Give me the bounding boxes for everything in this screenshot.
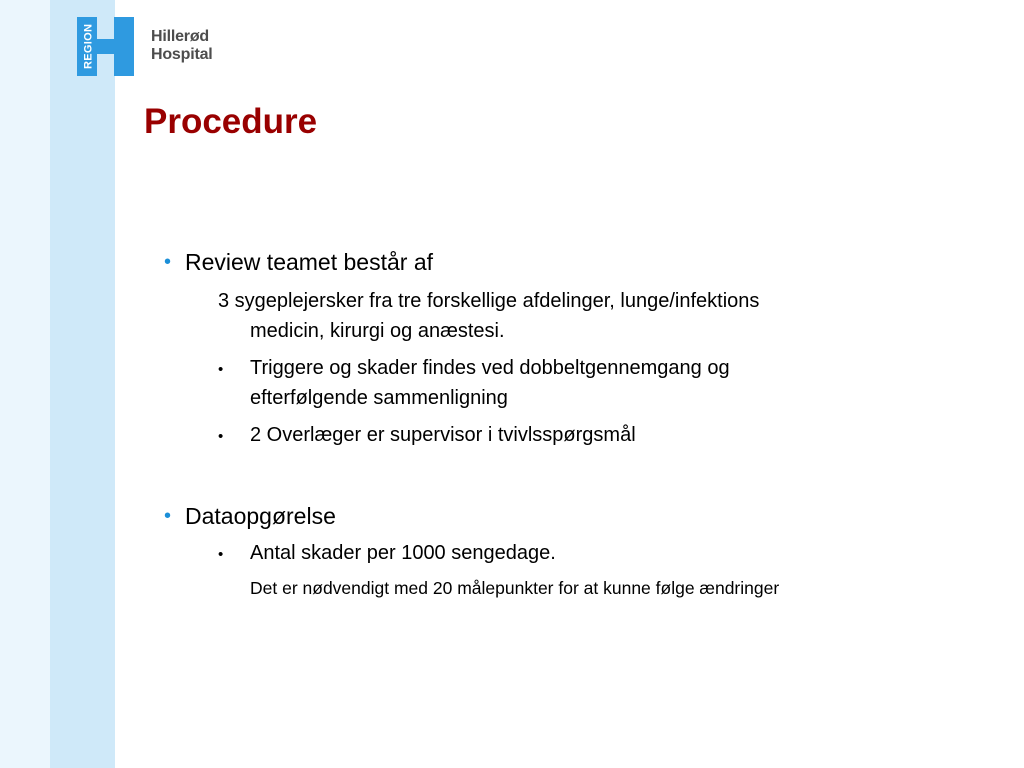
bullet-level2-icon: •: [218, 546, 224, 563]
list-item: 2 Overlæger er supervisor i tvivlsspørgsmål: [250, 424, 636, 446]
list-item: Triggere og skader findes ved dobbeltgennemgang og: [250, 357, 730, 379]
bullet-level2-icon: •: [218, 361, 224, 378]
section-heading-review-team: Review teamet består af: [185, 249, 434, 275]
list-item: 3 sygeplejersker fra tre forskellige afdelinger, lunge/infektions: [218, 290, 760, 312]
slide-title: Procedure: [144, 102, 318, 141]
list-item: Antal skader per 1000 sengedage.: [250, 542, 556, 564]
list-item-note: Det er nødvendigt med 20 målepunkter for at kunne følge ændringer: [250, 578, 780, 598]
logo-badge-text: REGION: [82, 23, 95, 69]
section-heading-data: Dataopgørelse: [185, 503, 336, 529]
bullet-level1-icon: •: [164, 505, 172, 527]
hospital-name-line1: Hillerød: [151, 28, 209, 45]
bullet-level1-icon: •: [164, 251, 172, 273]
list-item-continuation: medicin, kirurgi og anæstesi.: [250, 320, 505, 342]
list-item-continuation: efterfølgende sammenligning: [250, 387, 508, 409]
bullet-level2-icon: •: [218, 428, 224, 445]
hospital-name-line2: Hospital: [151, 46, 213, 63]
